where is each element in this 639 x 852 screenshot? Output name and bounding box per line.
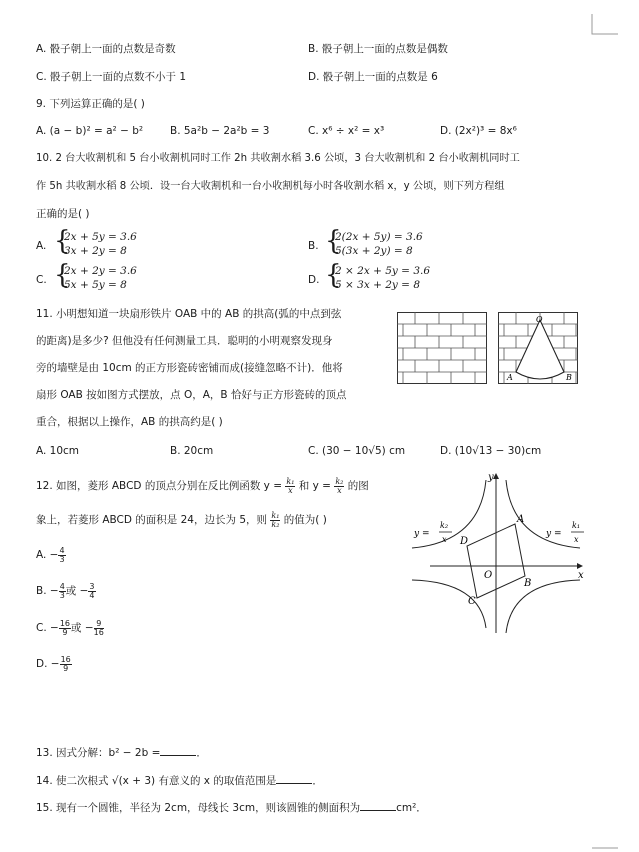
q9-stem: 9. 下列运算正确的是( ) xyxy=(36,98,145,110)
q8-option-d: D. 骰子朝上一面的点数是 6 xyxy=(308,71,438,83)
q15-answer-blank[interactable] xyxy=(360,799,396,811)
q12-right-func-num: k₁ xyxy=(572,521,581,530)
q12-line2-pre: 象上，若菱形 ABCD 的面积是 24，边长为 5，则 xyxy=(36,514,268,526)
q10-stem-line2: 作 5h 共收割水稻 8 公顷．设一台大收割机和一台小收割机每小时各收割水稻 x，y 公顷，则下列方程组 xyxy=(36,181,505,192)
q12-label-b: B xyxy=(524,578,532,589)
q13-answer-blank[interactable] xyxy=(160,744,196,756)
q12-line1-post: 的图 xyxy=(347,480,369,492)
q12-option-a: A. − $\frac{4}{3}$ xyxy=(36,545,65,564)
q11-label-a: A xyxy=(507,373,513,382)
q12-label-y-axis: y xyxy=(488,472,494,483)
q12-label-origin: O xyxy=(484,570,493,581)
q10-a-eq1: 2x + 5y = 3.6 xyxy=(64,231,137,243)
q10-a-eq2: 3x + 2y = 8 xyxy=(64,245,127,257)
q11-option-a: A. 10cm xyxy=(36,445,80,457)
q10-option-a-label: A. xyxy=(36,240,47,252)
q12-frac-k1-x: $\frac{\text{k₁}}{x}$ xyxy=(286,476,295,495)
q12-rhombus-hyperbola-figure xyxy=(410,468,590,638)
q11-stem-line4: 扇形 OAB 按如图方式摆放，点 O，A，B 恰好与正方形瓷砖的顶点 xyxy=(36,389,347,401)
q13-line: 13. 因式分解：b² − 2b = ． xyxy=(36,744,207,760)
brace-icon: { xyxy=(54,226,71,256)
q12-left-func-num: k₂ xyxy=(440,521,449,530)
q10-stem-line1: 10. 2 台大收割机和 5 台小收割机同时工作 2h 共收割水稻 3.6 公顷，3 台大收割机和 2 台小收割机同时工 xyxy=(36,153,520,164)
q15-line: 15. 现有一个圆锥，半径为 2cm，母线长 3cm，则该圆锥的侧面积为 cm²． xyxy=(36,799,427,815)
brace-icon: { xyxy=(325,260,342,290)
q11-option-d: D. (10√13 − 30)cm xyxy=(440,445,542,457)
q12-right-func-den: x xyxy=(574,535,579,544)
q11-stem-line3: 旁的墙壁是由 10cm 的正方形瓷砖密铺而成(接缝忽略不计)．他将 xyxy=(36,362,343,374)
q11-option-b: B. 20cm xyxy=(170,445,214,457)
q12-line2-post: 的值为( ) xyxy=(283,514,327,526)
q8-option-b: B. 骰子朝上一面的点数是偶数 xyxy=(308,43,448,55)
q10-d-eq2: 5 × 3x + 2y = 8 xyxy=(335,279,420,291)
q10-option-b-label: B. xyxy=(308,240,319,252)
q10-option-c-label: C. xyxy=(36,274,47,286)
q11-stem-line5: 重合，根据以上操作，AB 的拱高约是( ) xyxy=(36,416,223,428)
q12-option-d: D. − $\frac{16}{9}$ xyxy=(36,654,71,673)
q8-option-c: C. 骰子朝上一面的点数不小于 1 xyxy=(36,71,187,83)
q10-b-eq1: 2(2x + 5y) = 3.6 xyxy=(335,231,423,243)
q11-stem-line2: 的距离)是多少? 但他没有任何测量工具．聪明的小明观察发现身 xyxy=(36,335,333,347)
q12-right-func-label: y = xyxy=(546,529,562,539)
q12-stem-line2 xyxy=(36,509,327,531)
q10-d-eq1: 2 × 2x + 5y = 3.6 xyxy=(335,265,431,277)
brace-icon: { xyxy=(325,226,342,256)
q12-label-a: A xyxy=(517,514,525,525)
q9-option-d: D. (2x²)³ = 8x⁶ xyxy=(440,125,517,137)
q11-sector-figure xyxy=(498,312,586,384)
q8-option-a: A. 骰子朝上一面的点数是奇数 xyxy=(36,43,176,55)
page-corner-mark-bottom xyxy=(590,840,620,852)
q12-line1-pre: 12. 如图，菱形 ABCD 的顶点分别在反比例函数 y = xyxy=(36,480,283,492)
q12-frac-k2-x: $\frac{\text{k₂}}{x}$ xyxy=(335,476,344,495)
q13-text: 13. 因式分解：b² − 2b = xyxy=(36,747,161,759)
q11-option-c: C. (30 − 10√5) cm xyxy=(308,445,406,457)
q12-label-d: D xyxy=(460,536,469,547)
q14-text: 14. 使二次根式 √(x + 3) 有意义的 x 的取值范围是 xyxy=(36,775,277,787)
q11-stem-line1: 11. 小明想知道一块扇形铁片 OAB 中的 AB 的拱高(弧的中点到弦 xyxy=(36,308,342,320)
q14-answer-blank[interactable] xyxy=(276,772,312,784)
q12-label-c: C xyxy=(468,596,476,607)
q11-brick-wall-figure xyxy=(397,312,487,384)
q10-stem-line3: 正确的是( ) xyxy=(36,208,90,220)
q12-option-b: B. − $\frac{4}{3}$ 或 − $\frac{3}{4}$ xyxy=(36,581,95,600)
brace-icon: { xyxy=(54,260,71,290)
q12-left-func-den: x xyxy=(442,535,447,544)
q14-line: 14. 使二次根式 √(x + 3) 有意义的 x 的取值范围是 ． xyxy=(36,772,323,788)
q11-label-o: O xyxy=(536,315,543,324)
q12-label-x-axis: x xyxy=(578,570,584,581)
q12-stem-line1 xyxy=(36,475,369,497)
q10-c-eq1: 2x + 2y = 3.6 xyxy=(64,265,137,277)
q10-c-eq2: 5x + 5y = 8 xyxy=(64,279,127,291)
q12-frac-k1-k2: $\frac{\text{k₁}}{\text{k₂}}$ xyxy=(271,510,280,529)
q12-option-c: C. − $\frac{16}{9}$ 或 − $\frac{9}{16}$ xyxy=(36,618,104,637)
q10-option-d-label: D. xyxy=(308,274,320,286)
q10-b-eq2: 5(3x + 2y) = 8 xyxy=(335,245,413,257)
page-corner-mark-top xyxy=(590,14,620,38)
q9-option-a: A. (a − b)² = a² − b² xyxy=(36,125,144,137)
q11-label-b: B xyxy=(566,373,572,382)
q12-left-func-label: y = xyxy=(414,529,430,539)
q9-option-b: B. 5a²b − 2a²b = 3 xyxy=(170,125,270,137)
q9-option-c: C. x⁶ ÷ x² = x³ xyxy=(308,125,385,137)
q12-line1-mid: 和 y = xyxy=(298,480,331,492)
q15-text: 15. 现有一个圆锥，半径为 2cm，母线长 3cm，则该圆锥的侧面积为 xyxy=(36,802,361,814)
